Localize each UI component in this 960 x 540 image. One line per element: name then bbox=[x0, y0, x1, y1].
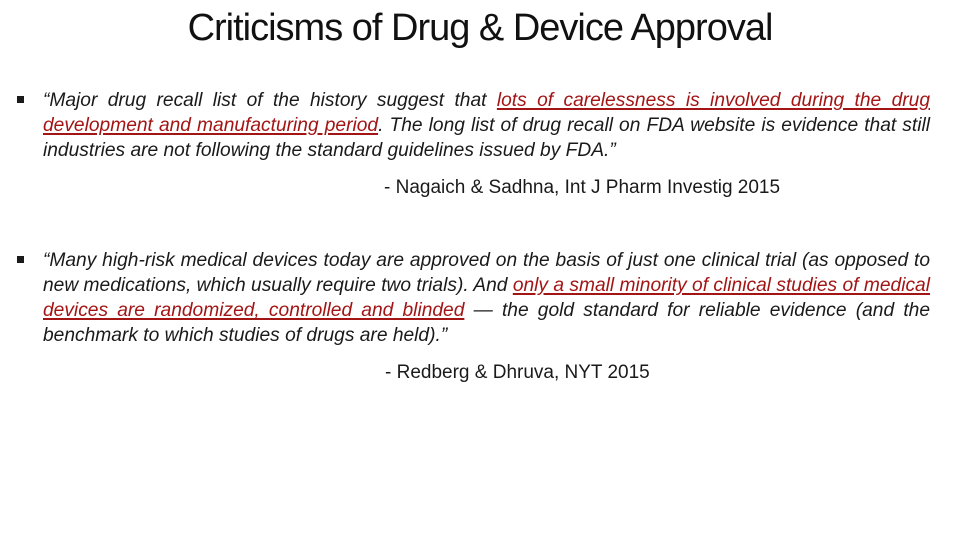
bullet-item bbox=[16, 88, 930, 200]
quote-segment: “Major drug recall list of the history suggest that bbox=[43, 90, 497, 111]
slide-title: Criticisms of Drug & Device Approval bbox=[187, 7, 773, 49]
quote-segment: — the gold standard for reliable evidence (and the benchmark to which studies of drugs are held).” bbox=[43, 300, 930, 346]
quote-segment: . The long list of drug recall on FDA website is evidence that still industries are not following the standard guidelines issued by FDA.” bbox=[43, 115, 931, 161]
quote-highlight: only a small minority of clinical studies of medical devices are randomized, controlled and blinded bbox=[43, 275, 930, 321]
bullet-item bbox=[16, 248, 930, 385]
quote-text bbox=[43, 88, 930, 163]
square-bullet-icon bbox=[17, 96, 24, 103]
quote-citation: - Redberg & Dhruva, NYT 2015 bbox=[385, 362, 650, 383]
quote-highlight: lots of carelessness is involved during the drug development and manufacturing period bbox=[43, 90, 930, 136]
quote-text bbox=[43, 248, 930, 348]
quote-block bbox=[16, 248, 930, 385]
square-bullet-icon bbox=[17, 256, 24, 263]
quote-segment: “Many high-risk medical devices today are approved on the basis of just one clinical trial (as opposed to new medications, which usually require two trials). And bbox=[43, 250, 930, 296]
quote-citation: - Nagaich & Sadhna, Int J Pharm Investig 2015 bbox=[384, 177, 781, 198]
quote-block bbox=[16, 88, 930, 200]
